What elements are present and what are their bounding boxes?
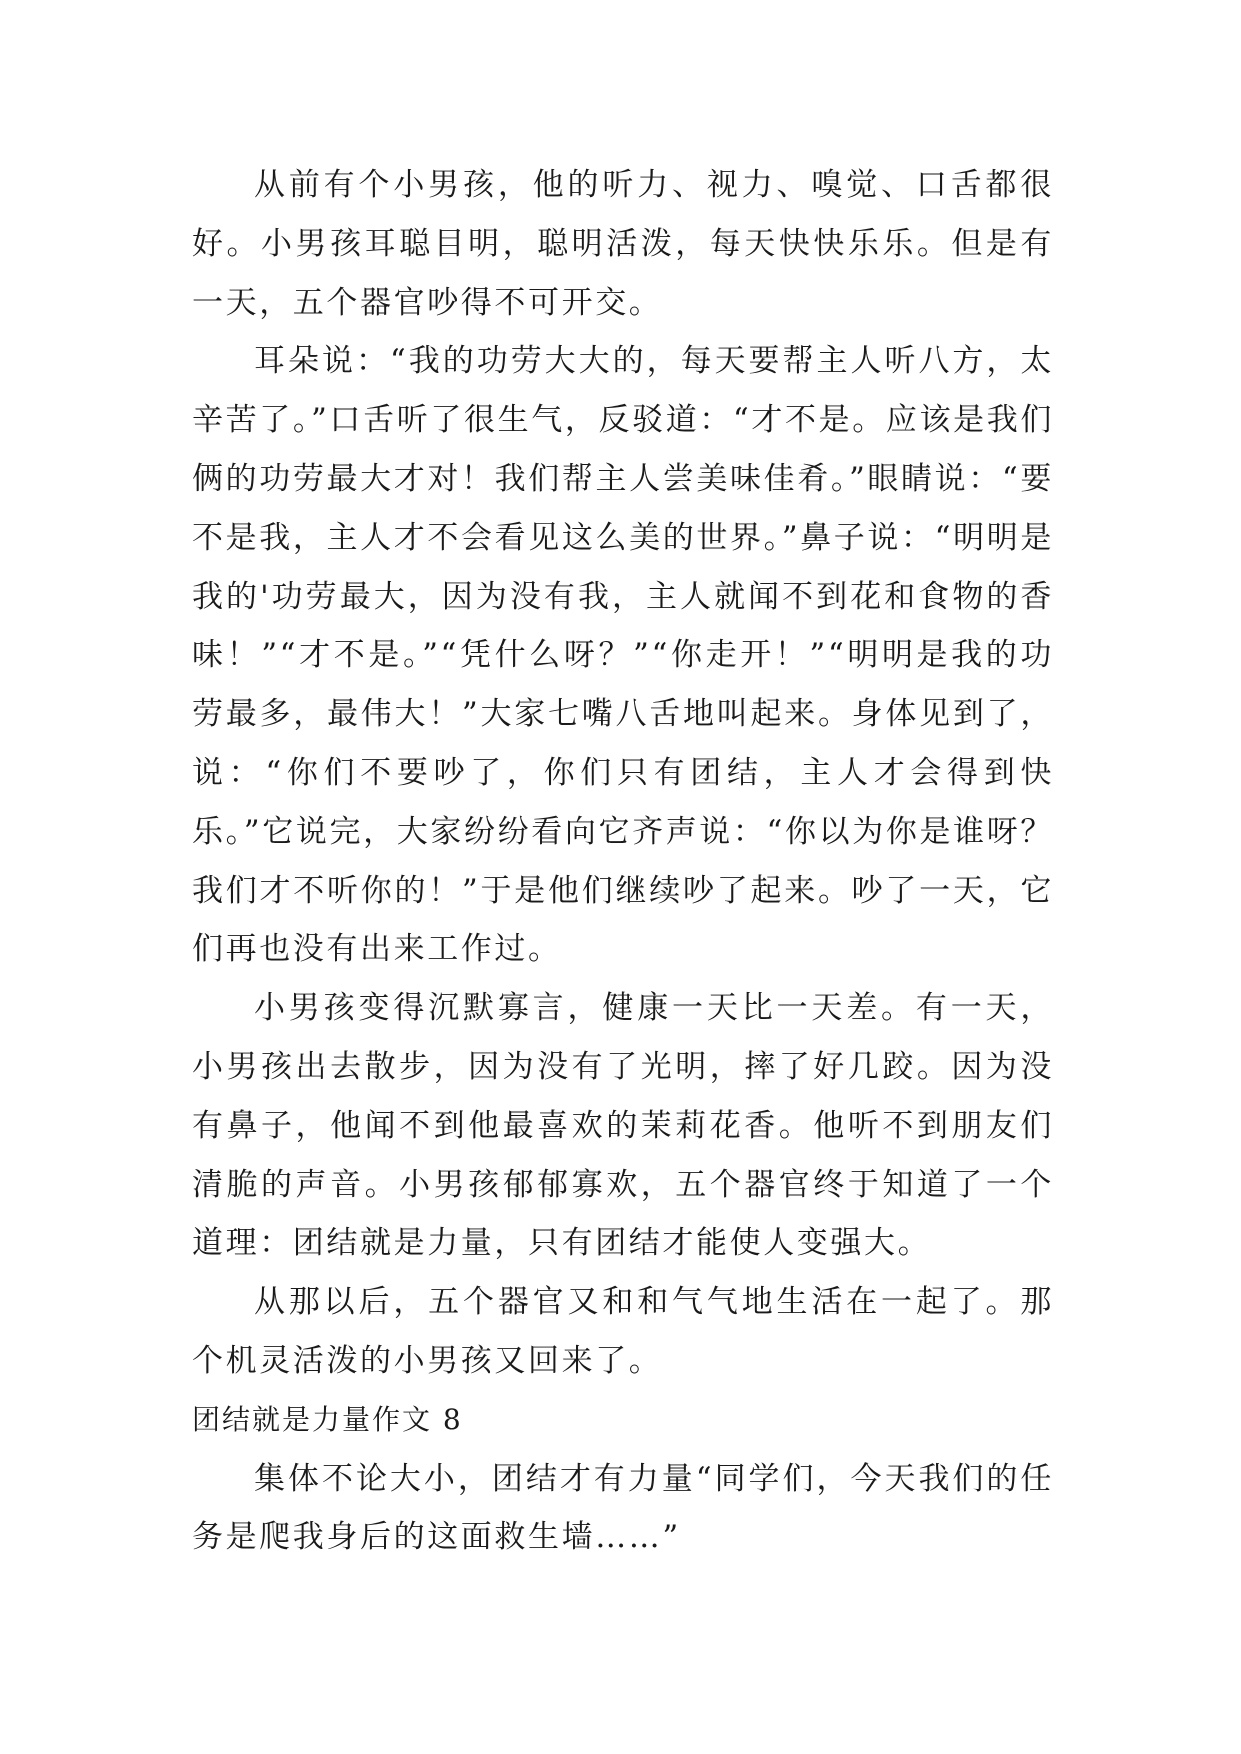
paragraph-5: 集体不论大小，团结才有力量“同学们，今天我们的任务是爬我身后的这面救生墙……” xyxy=(192,1460,1054,1556)
paragraph-3: 小男孩变得沉默寡言，健康一天比一天差。有一天，小男孩出去散步，因为没有了光明，摔了好几跤。因为没有鼻子，他闻不到他最喜欢的茉莉花香。他听不到朋友们清脆的声音。小男孩郁郁寡欢，五个器官终于知道了一个道理：团结就是力量，只有团结才能使人变强大。 xyxy=(192,990,1054,1262)
document-body xyxy=(192,156,1054,1567)
paragraph-4: 从那以后，五个器官又和和气气地生活在一起了。那个机灵活泼的小男孩又回来了。 xyxy=(192,1284,1054,1379)
paragraph-2: 耳朵说：“我的功劳大大的，每天要帮主人听八方，太辛苦了。”口舌听了很生气，反驳道：“才不是。应该是我们俩的功劳最大才对！我们帮主人尝美味佳肴。”眼睛说：“要不是我，主人才不会看见这么美的世界。”鼻子说：“明明是我的'功劳最大，因为没有我，主人就闻不到花和食物的香味！”“才不是。”“凭什么呀？”“你走开！”“明明是我的功劳最多，最伟大！”大家七嘴八舌地叫起来。身体见到了，说：“你们不要吵了，你们只有团结，主人才会得到快乐。”它说完，大家纷纷看向它齐声说：“你以为你是谁呀？我们才不听你的！”于是他们继续吵了起来。吵了一天，它们再也没有出来工作过。 xyxy=(192,343,1054,968)
essay-title: 团结就是力量作文 8 xyxy=(192,1402,463,1436)
paragraph-1: 从前有个小男孩，他的听力、视力、嗅觉、口舌都很好。小男孩耳聪目明，聪明活泼，每天快快乐乐。但是有一天，五个器官吵得不可开交。 xyxy=(192,167,1054,321)
